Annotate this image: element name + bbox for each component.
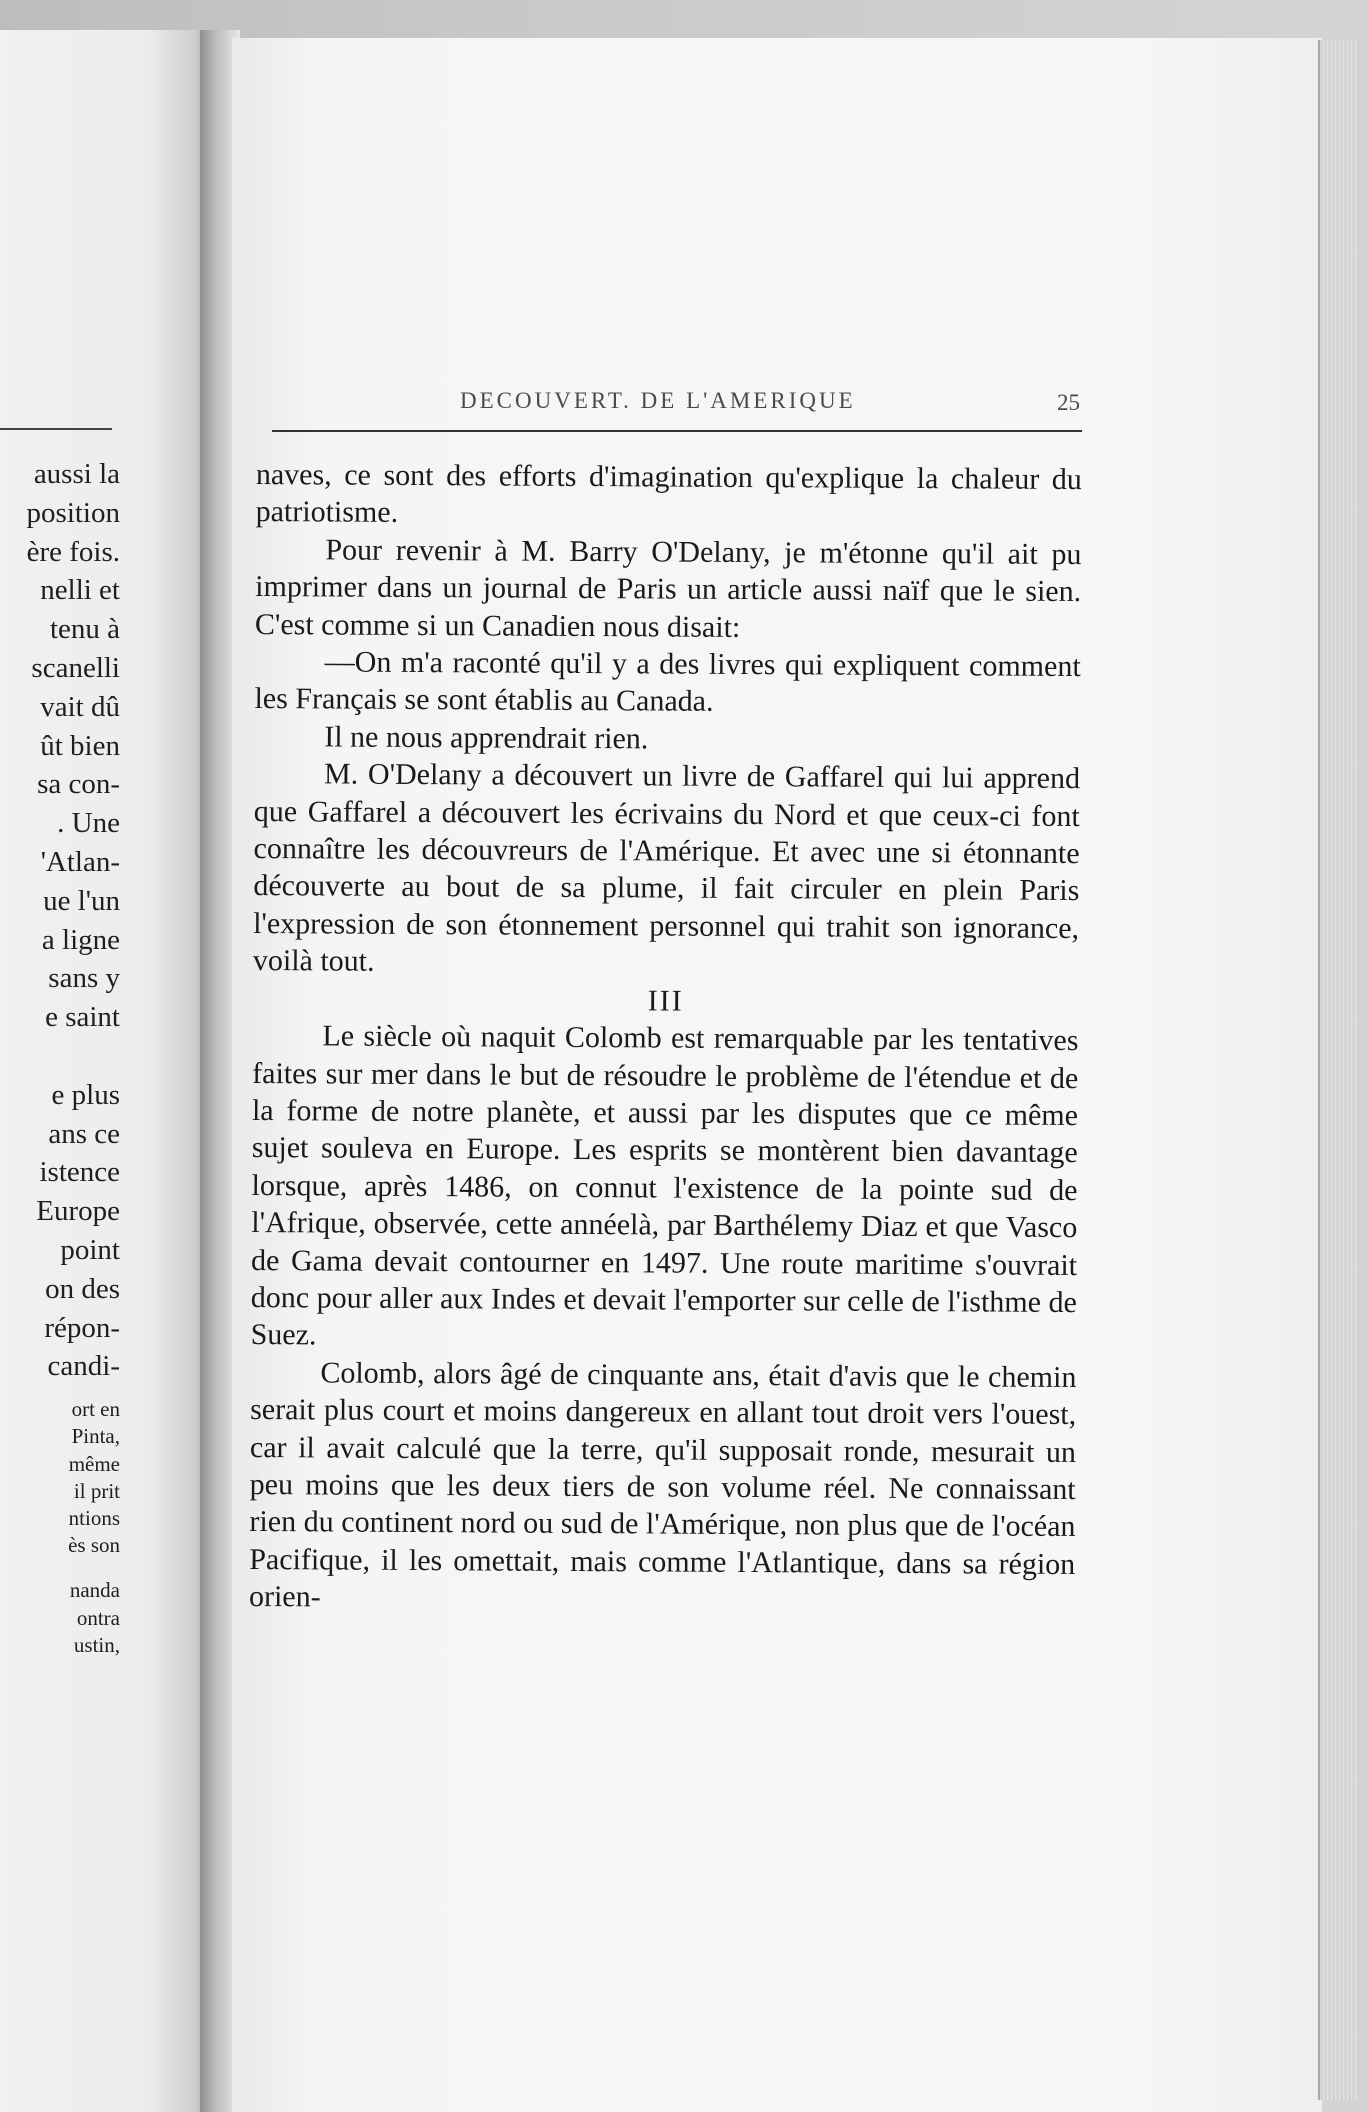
left-page-line: a ligne: [41, 923, 120, 956]
left-page-line: Europe: [36, 1195, 120, 1228]
left-page-line: ort en: [71, 1397, 120, 1422]
paragraph: —On m'a raconté qu'il y a des livres qui expliquent comment les Français se sont établis au Canada.: [254, 645, 1081, 719]
left-page-line: ue l'un: [43, 884, 120, 917]
left-page-line: ntions: [68, 1506, 120, 1530]
left-page-line: ustin,: [73, 1632, 120, 1657]
paragraph: Il ne nous apprendrait rien.: [324, 720, 649, 756]
left-page-line: il prit: [73, 1478, 120, 1503]
left-page-line: répon-: [44, 1311, 120, 1344]
page-number: 25: [1057, 390, 1080, 415]
left-page-line: même: [68, 1451, 120, 1476]
left-page-line: . Une: [57, 807, 120, 840]
left-page-line: ans ce: [48, 1117, 120, 1150]
left-page-line: 'Atlan-: [40, 846, 120, 878]
running-title: DECOUVERT. DE L'AMERIQUE: [460, 388, 856, 413]
body-text: [249, 456, 1082, 1621]
left-page-line: nelli et: [40, 574, 120, 607]
paragraph: Colomb, alors âgé de cinquante ans, était d'avis que le chemin serait plus court et moins dangereux en allant tout droit vers l'ouest, car il avait calculé que la terre, qu'il supposait ronde, mesurait un peu moins que les deux tiers de son volume réel. Ne connaissant rien du continent nord ou sud de l'Amérique, non plus que de l'océan Pacifique, il les omettait, mais comme l'Atlantique, dans sa région orien-: [248, 1356, 1077, 1614]
left-page-line: istence: [39, 1156, 120, 1189]
paragraph: naves, ce sont des efforts d'imagination qu'explique la chaleur du patriotisme.: [255, 457, 1082, 530]
left-page-line: sa con-: [37, 768, 120, 801]
paragraph: Pour revenir à M. Barry O'Delany, je m'étonne qu'il ait pu imprimer dans un journal de Paris un article aussi naïf que le sien. C'est comme si un Canadien nous disait:: [254, 533, 1082, 644]
section-heading: III: [647, 984, 684, 1018]
left-page-line: sans y: [48, 962, 120, 995]
paragraph: Le siècle où naquit Colomb est remarquable par les tentatives faites sur mer dans le but de résoudre le problème de l'étendue et de la forme de notre planète, et aussi par les disputes que ce même sujet souleva en Europe. Les esprits se montèrent bien davantage lorsque, après 1486, on connut l'existence de la pointe sud de l'Afrique, observée, cette annéelà, par Barthélemy Diaz et que Vasco de Gama devait contourner en 1497. Une route maritime s'ouvrait donc pour aller aux Indes et devait l'emporter sur celle de l'isthme de Suez.: [250, 1019, 1079, 1352]
paragraph: M. O'Delany a découvert un livre de Gaffarel qui lui apprend que Gaffarel a découvert les écrivains du Nord et que ceux-ci font connaître les découvreurs de l'Amérique. Et avec une si étonnante découverte au bout de sa plume, il fait circuler en plein Paris l'expression de son étonnement personnel qui trahit son ignorance, voilà tout.: [252, 757, 1081, 979]
left-page-line: aussi la: [33, 458, 120, 490]
left-page-line: ère fois.: [26, 535, 120, 568]
left-page-line: e plus: [51, 1078, 120, 1111]
left-page-line: e saint: [45, 1001, 120, 1034]
left-page-line: ès son: [68, 1533, 120, 1558]
left-page-line: ût bien: [40, 729, 120, 762]
left-page-line: tenu à: [49, 613, 120, 646]
left-page-line: scanelli: [31, 652, 120, 684]
left-page-line: point: [60, 1234, 120, 1266]
left-page-line: Pinta,: [71, 1424, 120, 1449]
page-edges: [1318, 40, 1358, 2100]
left-page-line: candi-: [47, 1350, 120, 1383]
left-page-line: vait dû: [40, 690, 120, 723]
left-page-line: on des: [45, 1272, 120, 1305]
left-page-line: position: [26, 496, 120, 529]
header-rule: [272, 430, 1082, 432]
page-header: [460, 388, 1080, 428]
left-page: [0, 30, 212, 2112]
left-page-line: ontra: [76, 1605, 120, 1630]
left-page-rule: [0, 428, 112, 430]
left-page-line: nanda: [69, 1578, 120, 1603]
